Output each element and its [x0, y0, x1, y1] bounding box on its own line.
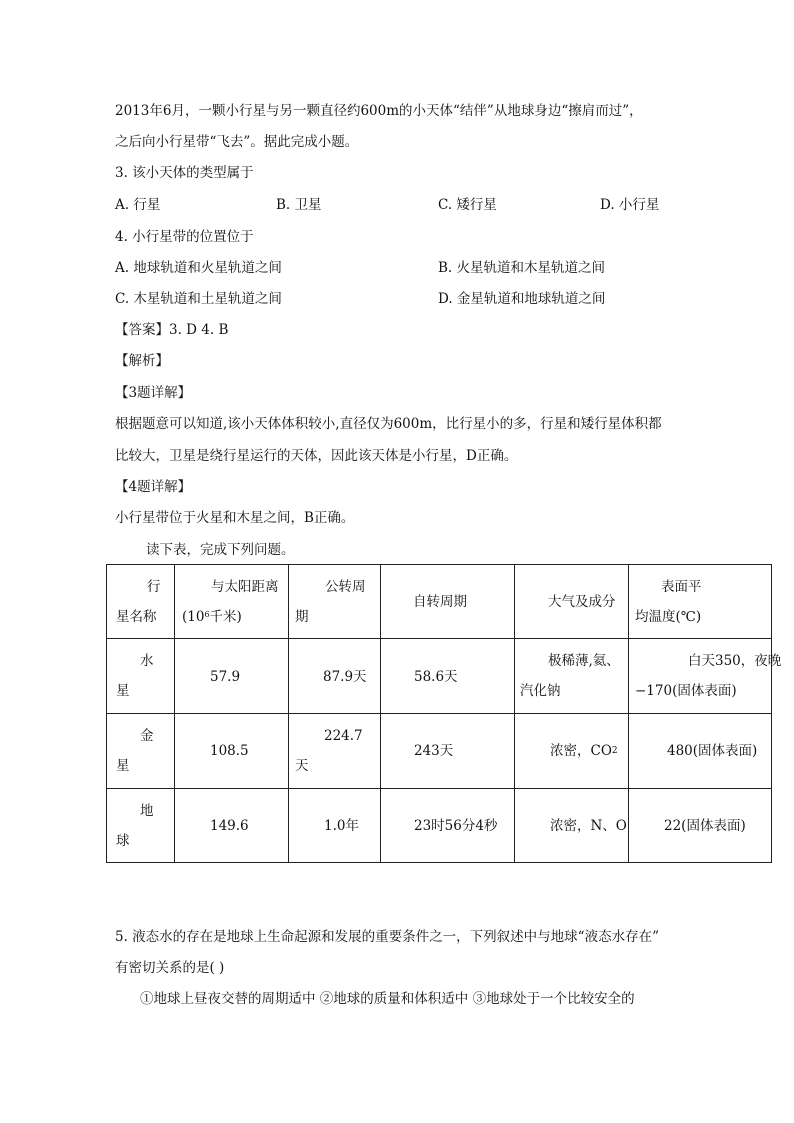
detail3-line-2: 比较大，卫星是绕行星运行的天体，因此该天体是小行星，D正确。 [115, 448, 518, 464]
q4-option-d: D. 金星轨道和地球轨道之间 [438, 291, 606, 307]
q5-line-2: 有密切关系的是( ) [115, 960, 225, 976]
row-venus-atmosphere: 浓密，CO2 [515, 714, 629, 789]
row-mercury-name: 水 星 [107, 639, 175, 714]
row-mercury-distance: 57.9 [175, 639, 289, 714]
row-earth-atmosphere: 浓密，N、O [515, 789, 629, 863]
row-venus-distance: 108.5 [175, 714, 289, 789]
detail3-line-1: 根据题意可以知道,该小天体体积较小,直径仅为600m，比行星小的多，行星和矮行星体积都 [115, 416, 662, 432]
analysis-title: 【解析】 [115, 353, 169, 369]
header-distance: 与太阳距离 ($10^6$千米) [175, 565, 289, 639]
row-venus-revolution: 224.7 天 [289, 714, 381, 789]
table-intro: 读下表，完成下列问题。 [146, 542, 295, 558]
row-earth-name: 地 球 [107, 789, 175, 863]
q4-stem: 4. 小行星带的位置位于 [115, 229, 254, 245]
detail3-title: 【3题详解】 [115, 385, 192, 401]
q4-option-b: B. 火星轨道和木星轨道之间 [438, 260, 606, 276]
planet-table [106, 564, 782, 863]
q3-option-b: B. 卫星 [276, 197, 322, 213]
row-venus-temperature: 480(固体表面) [629, 714, 772, 789]
q4-option-a: A. 地球轨道和火星轨道之间 [115, 260, 282, 276]
row-earth-distance: 149.6 [175, 789, 289, 863]
intro-line-2: 之后向小行星带“飞去”。据此完成小题。 [115, 134, 359, 150]
header-revolution: 公转周 期 [289, 565, 381, 639]
row-earth-rotation: 23时56分4秒 [381, 789, 515, 863]
answer-line: 【答案】3. D 4. B [115, 322, 229, 338]
intro-line-1: 2013年6月，一颗小行星与另一颗直径约600m的小天体“结伴”从地球身边“擦肩而过”， [115, 103, 643, 119]
header-rotation: 自转周期 [381, 565, 515, 639]
row-mercury-temperature: 白天350，夜晚 −170(固体表面) [629, 639, 772, 714]
table-row [107, 789, 772, 863]
table-row [107, 639, 772, 714]
q4-option-c: C. 木星轨道和土星轨道之间 [115, 291, 282, 307]
row-earth-revolution: 1.0年 [289, 789, 381, 863]
row-mercury-atmosphere: 极稀薄,氦、 汽化钠 [515, 639, 629, 714]
row-earth-temperature: 22(固体表面) [629, 789, 772, 863]
detail4-title: 【4题详解】 [115, 479, 192, 495]
header-name: 行 星名称 [107, 565, 175, 639]
header-temperature: 表面平 均温度(℃) [629, 565, 772, 639]
q3-option-c: C. 矮行星 [438, 197, 497, 213]
q3-stem: 3. 该小天体的类型属于 [115, 165, 254, 181]
q3-option-d: D. 小行星 [600, 197, 660, 213]
q5-line-3: ①地球上昼夜交替的周期适中 ②地球的质量和体积适中 ③地球处于一个比较安全的 [140, 991, 635, 1007]
row-venus-rotation: 243天 [381, 714, 515, 789]
table-header-row [107, 565, 772, 639]
table-row [107, 714, 772, 789]
row-mercury-revolution: 87.9天 [289, 639, 381, 714]
detail4-line-1: 小行星带位于火星和木星之间，B正确。 [115, 510, 355, 526]
row-venus-name: 金 星 [107, 714, 175, 789]
q3-option-a: A. 行星 [115, 197, 161, 213]
q5-line-1: 5. 液态水的存在是地球上生命起源和发展的重要条件之一，下列叙述中与地球“液态水存在” [115, 929, 659, 945]
row-mercury-rotation: 58.6天 [381, 639, 515, 714]
header-atmosphere: 大气及成分 [515, 565, 629, 639]
